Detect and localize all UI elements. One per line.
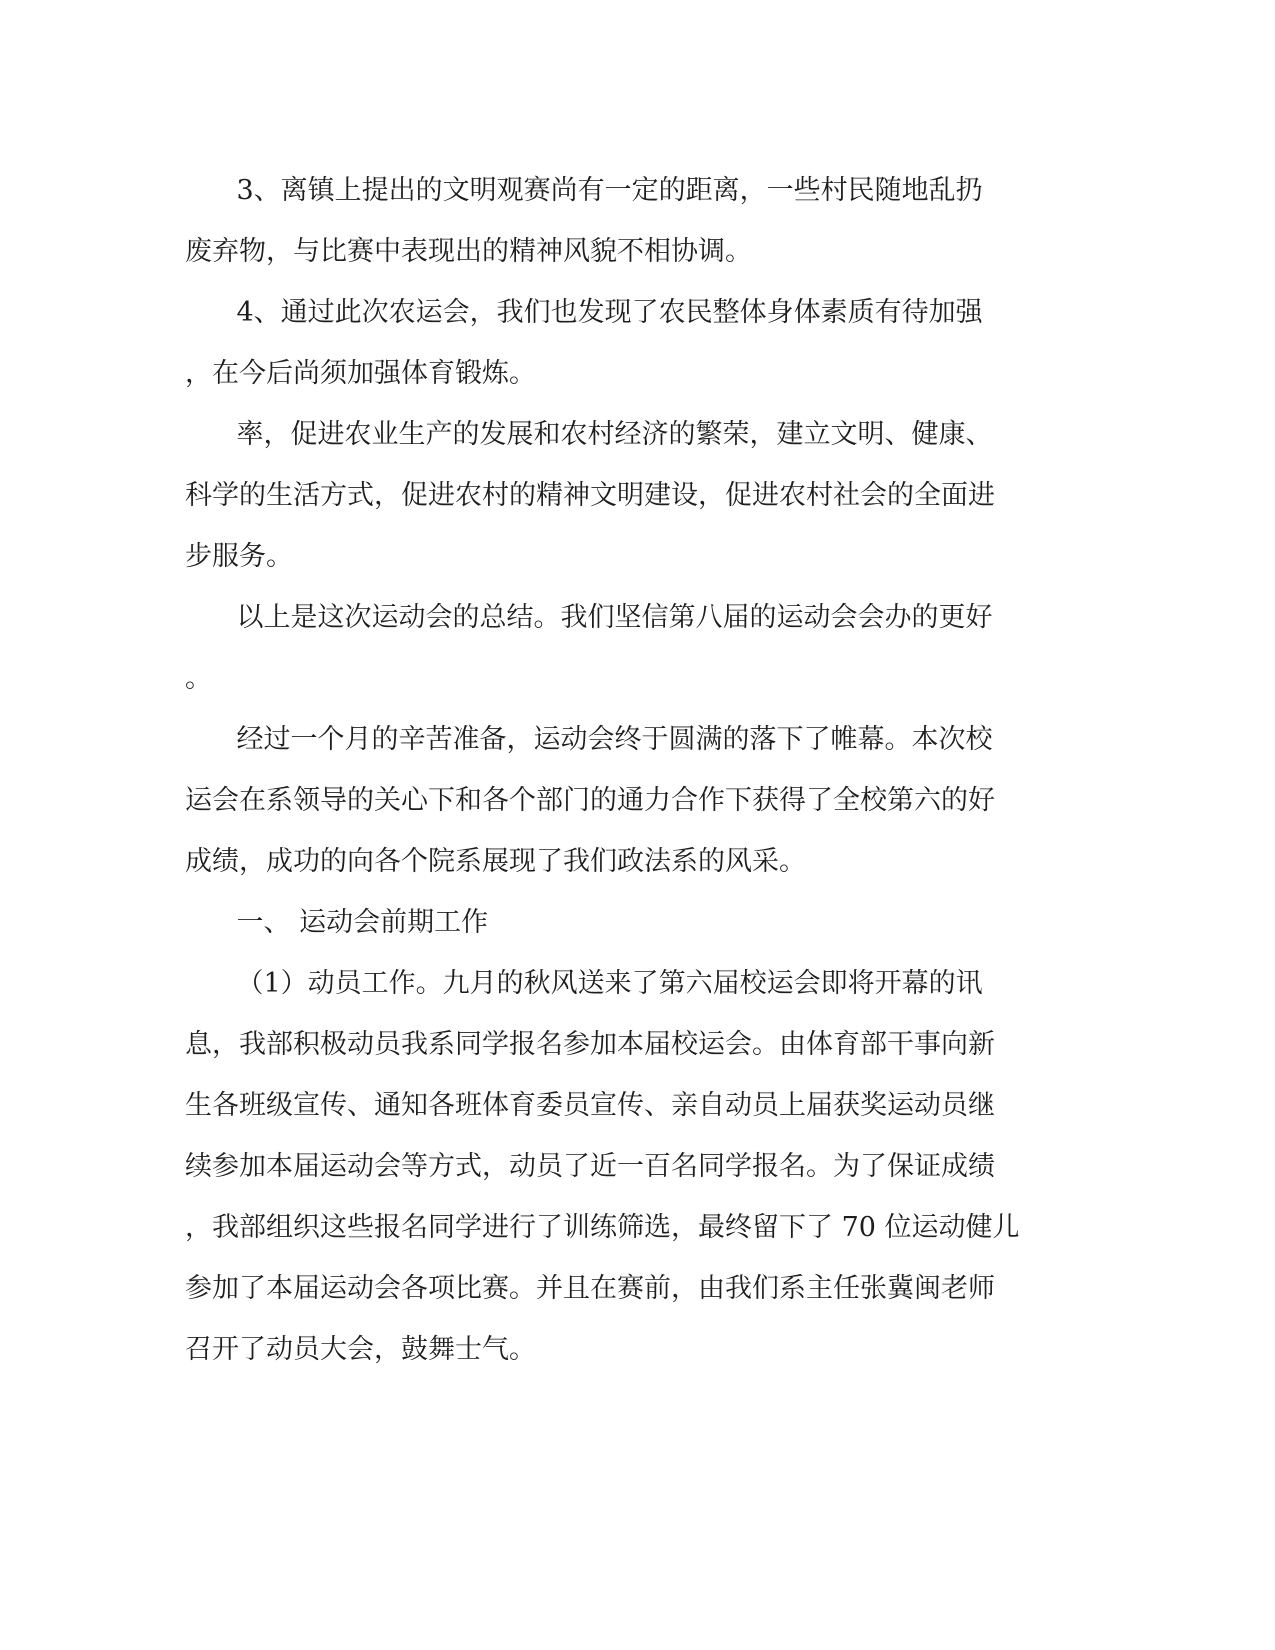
text-line: ，在今后尚须加强体育锻炼。 bbox=[185, 358, 536, 389]
text-line: 息，我部积极动员我系同学报名参加本届校运会。由体育部干事向新 bbox=[185, 1029, 995, 1060]
text-line: ，我部组织这些报名同学进行了训练筛选，最终留下了 70 位运动健儿 bbox=[185, 1212, 1020, 1243]
text-line: 续参加本届运动会等方式，动员了近一百名同学报名。为了保证成绩 bbox=[185, 1151, 995, 1182]
text-line: 率，促进农业生产的发展和农村经济的繁荣，建立文明、健康、 bbox=[185, 419, 993, 450]
text-line: 运会在系领导的关心下和各个部门的通力合作下获得了全校第六的好 bbox=[185, 785, 995, 816]
text-line: （1）动员工作。九月的秋风送来了第六届校运会即将开幕的讯 bbox=[185, 968, 983, 999]
document-body bbox=[185, 160, 1065, 1380]
text-line: 经过一个月的辛苦准备，运动会终于圆满的落下了帷幕。本次校 bbox=[185, 724, 993, 755]
text-line: 4、通过此次农运会，我们也发现了农民整体身体素质有待加强 bbox=[185, 297, 983, 328]
text-line: 成绩，成功的向各个院系展现了我们政法系的风采。 bbox=[185, 846, 806, 877]
text-line: 。 bbox=[185, 663, 212, 694]
text-line: 以上是这次运动会的总结。我们坚信第八届的运动会会办的更好 bbox=[185, 602, 993, 633]
section-heading: 一、 运动会前期工作 bbox=[185, 907, 489, 938]
text-line: 废弃物，与比赛中表现出的精神风貌不相协调。 bbox=[185, 236, 752, 267]
text-line: 步服务。 bbox=[185, 541, 293, 572]
text-line: 3、离镇上提出的文明观赛尚有一定的距离，一些村民随地乱扔 bbox=[185, 175, 983, 206]
text-line: 生各班级宣传、通知各班体育委员宣传、亲自动员上届获奖运动员继 bbox=[185, 1090, 995, 1121]
text-line: 召开了动员大会，鼓舞士气。 bbox=[185, 1334, 536, 1365]
text-line: 科学的生活方式，促进农村的精神文明建设，促进农村社会的全面进 bbox=[185, 480, 995, 511]
text-line: 参加了本届运动会各项比赛。并且在赛前，由我们系主任张冀闽老师 bbox=[185, 1273, 995, 1304]
